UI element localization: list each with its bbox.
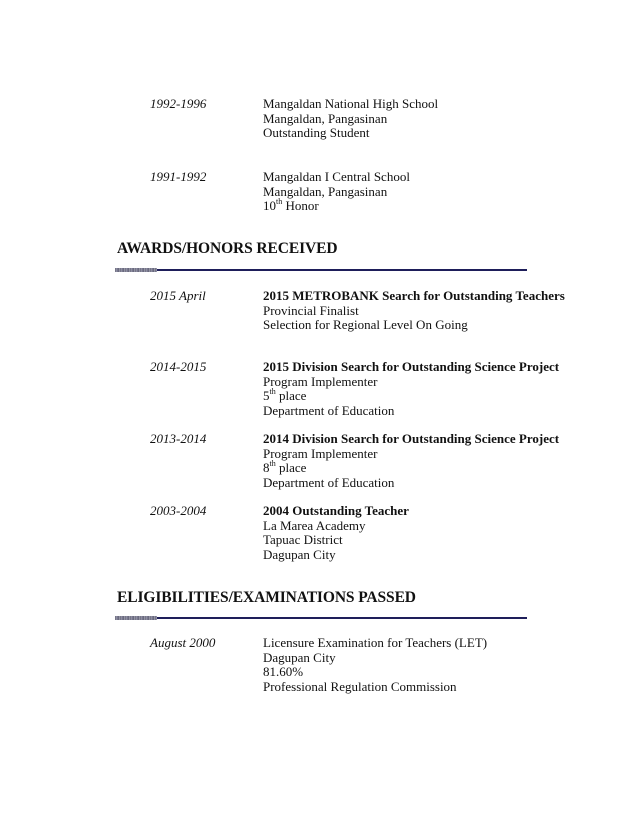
award-title: 2014 Division Search for Outstanding Science Project [263, 431, 560, 446]
award-title: 2015 Division Search for Outstanding Science Project [263, 359, 560, 374]
award-place [263, 458, 633, 476]
award-title: 2015 METROBANK Search for Outstanding Teachers [263, 288, 565, 303]
entry-date: 2013-2014 [150, 431, 207, 446]
honor-text: Honor [282, 198, 319, 213]
entry-date: 1992-1996 [150, 96, 207, 111]
award-title: 2004 Outstanding Teacher [263, 503, 409, 518]
award-organization: Department of Education [263, 474, 395, 490]
award-role: Program Implementer [263, 373, 378, 389]
entry-details [263, 289, 633, 333]
school-name: Mangaldan I Central School [263, 169, 410, 184]
award-detail: Dagupan City [263, 546, 336, 562]
school-location: Mangaldan, Pangasinan [263, 183, 388, 199]
exam-name: Licensure Examination for Teachers (LET) [263, 635, 488, 650]
entry-date: August 2000 [150, 635, 216, 650]
award-detail: Tapuac District [263, 532, 343, 547]
awards-heading-rule [115, 268, 527, 272]
entry-details [263, 170, 633, 214]
award-organization: Department of Education [263, 402, 395, 418]
rule-bar [157, 617, 527, 619]
place-text: place [275, 388, 307, 403]
rule-bar [157, 269, 527, 271]
entry-date: 2014-2015 [150, 359, 207, 374]
school-name: Mangaldan National High School [263, 96, 439, 111]
exam-rating: 81.60% [263, 664, 304, 679]
award-detail: Provincial Finalist [263, 302, 359, 318]
rule-stub [115, 616, 157, 620]
place-number: 8 [263, 460, 270, 475]
entry-details [263, 636, 633, 694]
entry-details [263, 97, 633, 141]
rule-stub [115, 268, 157, 272]
entry-date: 2015 April [150, 288, 206, 303]
place-ordinal-suffix: th [269, 458, 276, 468]
eligibilities-heading-rule [115, 616, 527, 620]
place-ordinal-suffix: th [269, 386, 276, 396]
place-number: 5 [263, 388, 270, 403]
exam-location: Dagupan City [263, 649, 336, 665]
entry-date: 1991-1992 [150, 169, 207, 184]
award-role: Program Implementer [263, 445, 378, 461]
school-honor [263, 196, 633, 214]
school-honor: Outstanding Student [263, 125, 370, 140]
entry-date: 2003-2004 [150, 503, 207, 518]
exam-agency: Professional Regulation Commission [263, 678, 457, 694]
award-place [263, 386, 633, 404]
honor-ordinal-suffix: th [276, 196, 283, 206]
award-detail: Selection for Regional Level On Going [263, 317, 468, 332]
place-text: place [275, 460, 307, 475]
entry-details [263, 432, 633, 490]
school-location: Mangaldan, Pangasinan [263, 110, 388, 126]
entry-details [263, 360, 633, 418]
eligibilities-heading: ELIGIBILITIES/EXAMINATIONS PASSED [117, 589, 416, 606]
entry-details [263, 504, 633, 562]
awards-heading: AWARDS/HONORS RECEIVED [117, 240, 338, 257]
award-detail: La Marea Academy [263, 517, 366, 533]
honor-number: 10 [263, 198, 276, 213]
